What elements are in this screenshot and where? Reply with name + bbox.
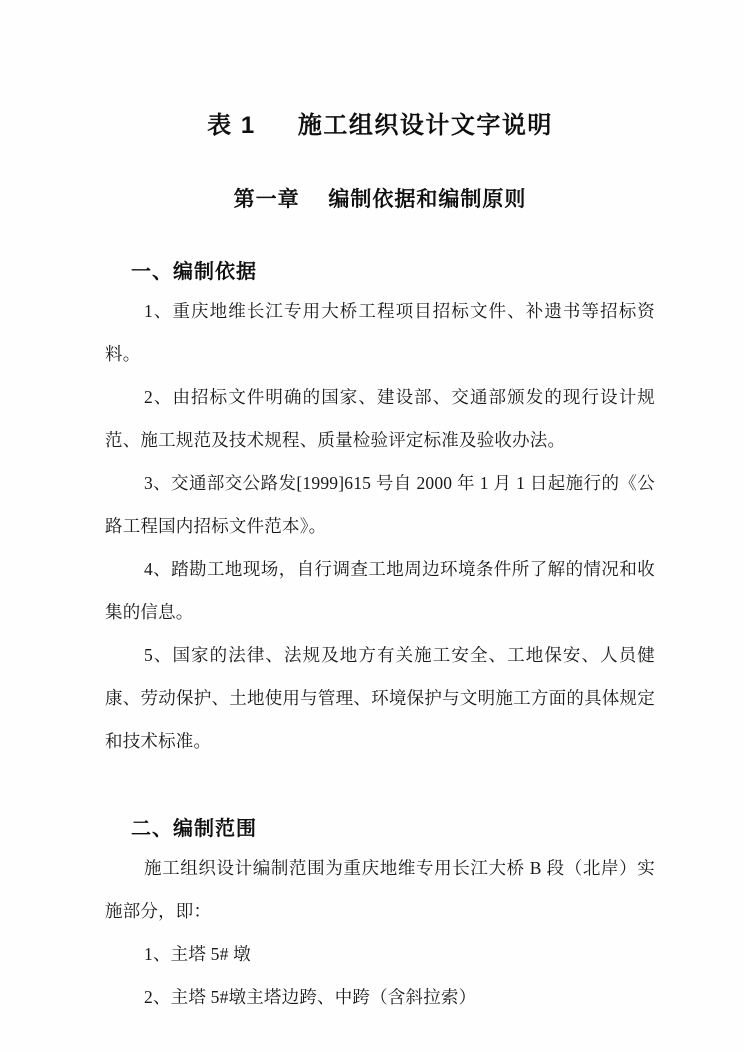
- paragraph-basis-4: 4、踏勘工地现场，自行调查工地周边环境条件所了解的情况和收集的信息。: [105, 559, 655, 622]
- scope-list-item-2: 2、主塔 5#墩主塔边跨、中跨（含斜拉索）: [144, 987, 477, 1007]
- section-compilation-basis: [105, 260, 655, 763]
- paragraph-basis-3: 3、交通部交公路发[1999]615 号自 2000 年 1 月 1 日起施行的《公路工程国内招标文件范本》。: [105, 473, 655, 536]
- section-body-basis: [105, 290, 655, 763]
- scope-list-item-1: 1、主塔 5# 墩: [144, 944, 251, 964]
- paragraph-basis-1: 1、重庆地维长江专用大桥工程项目招标文件、补遗书等招标资料。: [105, 301, 655, 364]
- paragraph-basis-5: 5、国家的法律、法规及地方有关施工安全、工地保安、人员健康、劳动保护、土地使用与管理、环境保护与文明施工方面的具体规定和技术标准。: [105, 645, 655, 751]
- chapter-heading: [105, 186, 655, 214]
- section-compilation-scope: [105, 817, 655, 1019]
- document-title-text: 施工组织设计文字说明: [297, 112, 553, 139]
- table-number-label: 表 1: [207, 112, 256, 139]
- section-body-scope: [105, 847, 655, 1019]
- paragraph-scope-intro: 施工组织设计编制范围为重庆地维专用长江大桥 B 段（北岸）实施部分，即：: [105, 858, 655, 921]
- document-title: [105, 110, 655, 142]
- paragraph-basis-2: 2、由招标文件明确的国家、建设部、交通部颁发的现行设计规范、施工规范及技术规程、质量检验评定标准及验收办法。: [105, 387, 655, 450]
- section-heading-scope: 二、编制范围: [131, 818, 257, 840]
- chapter-number-label: 第一章: [233, 188, 300, 211]
- chapter-title-text: 编制依据和编制原则: [328, 188, 527, 211]
- section-heading-basis: 一、编制依据: [131, 261, 257, 283]
